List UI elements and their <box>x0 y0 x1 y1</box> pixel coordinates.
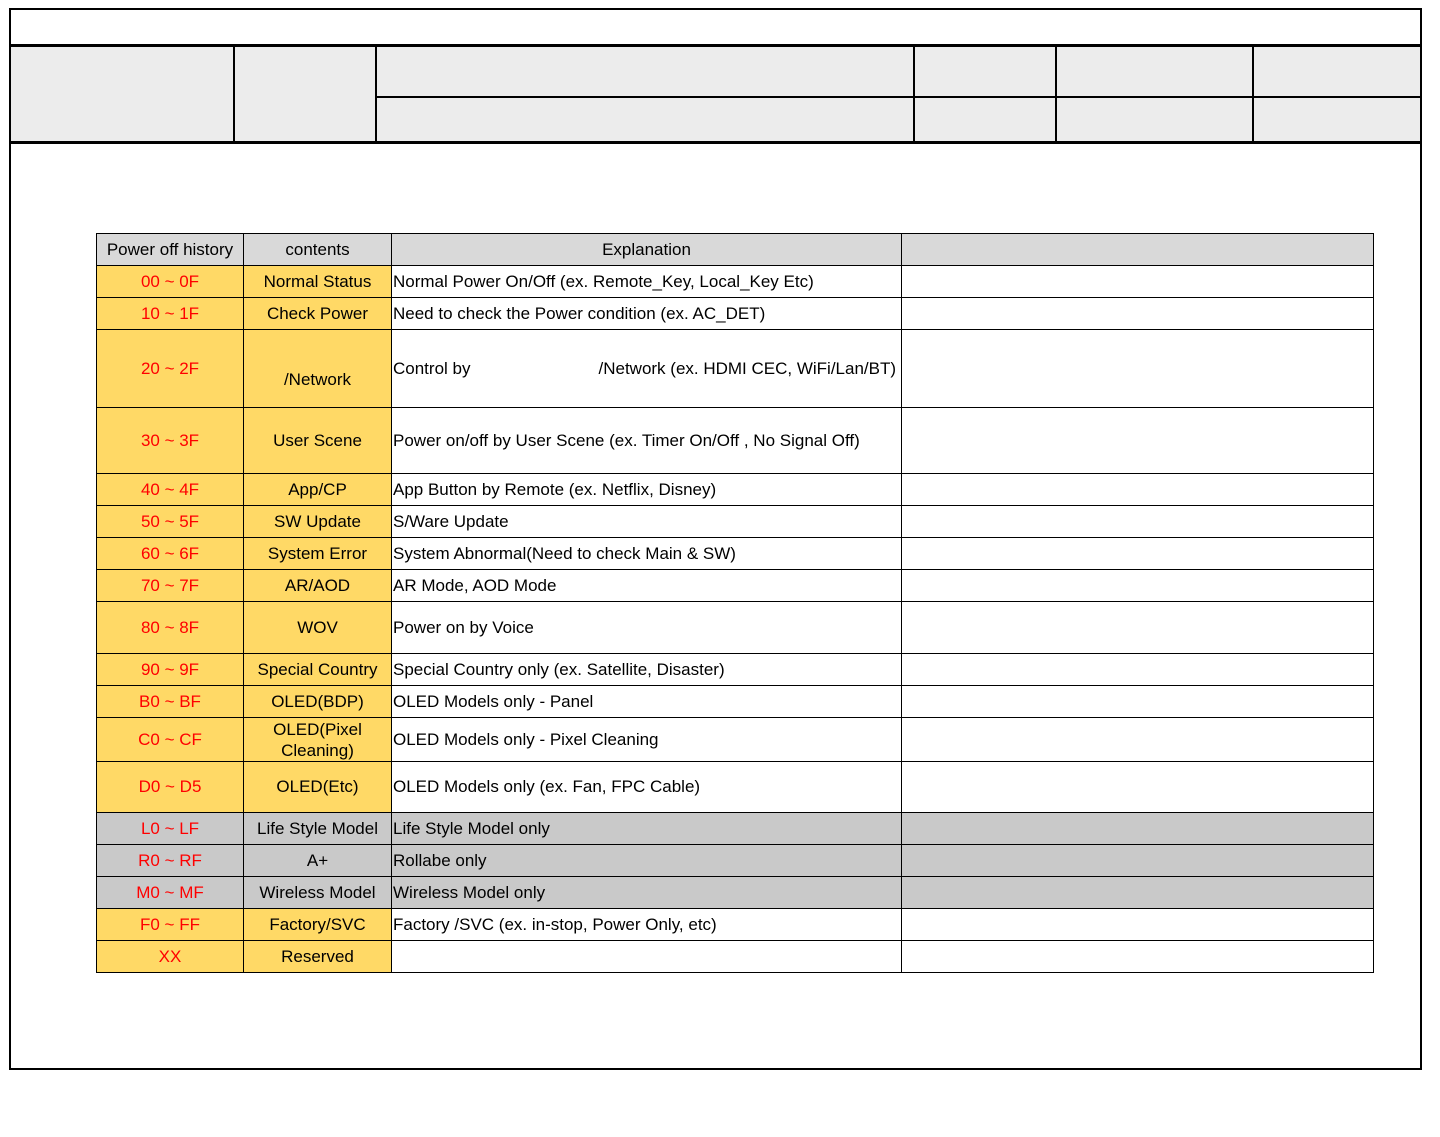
power-off-history-table <box>96 233 1374 973</box>
row-contents: Wireless Model <box>244 877 392 909</box>
row-code: R0 ~ RF <box>97 845 244 877</box>
row-extra <box>902 330 1374 408</box>
row-contents: Normal Status <box>244 266 392 298</box>
table-row <box>97 602 1374 654</box>
table-row <box>97 654 1374 686</box>
row-extra <box>902 570 1374 602</box>
table-row <box>97 845 1374 877</box>
row-explanation: OLED Models only - Panel <box>392 686 902 718</box>
row-code: 20 ~ 2F <box>97 330 244 408</box>
header-extra <box>902 234 1374 266</box>
row-contents: OLED(BDP) <box>244 686 392 718</box>
row-extra <box>902 909 1374 941</box>
table-row <box>97 506 1374 538</box>
table-row <box>97 298 1374 330</box>
row-explanation: Power on/off by User Scene (ex. Timer On/Off , No Signal Off) <box>392 408 902 474</box>
row-explanation-part-a: Control by <box>393 358 471 378</box>
row-contents: Factory/SVC <box>244 909 392 941</box>
row-code: C0 ~ CF <box>97 718 244 762</box>
row-code: 70 ~ 7F <box>97 570 244 602</box>
row-explanation-part-b: /Network (ex. HDMI CEC, WiFi/Lan/BT) <box>598 358 897 378</box>
title-block-divider <box>233 47 235 141</box>
table-row <box>97 474 1374 506</box>
table-header-row <box>97 234 1374 266</box>
row-explanation: Factory /SVC (ex. in-stop, Power Only, etc) <box>392 909 902 941</box>
row-explanation: Rollabe only <box>392 845 902 877</box>
row-code: 50 ~ 5F <box>97 506 244 538</box>
row-explanation: Need to check the Power condition (ex. AC_DET) <box>392 298 902 330</box>
row-extra <box>902 602 1374 654</box>
row-code: B0 ~ BF <box>97 686 244 718</box>
row-contents: Check Power <box>244 298 392 330</box>
row-explanation: Normal Power On/Off (ex. Remote_Key, Local_Key Etc) <box>392 266 902 298</box>
row-contents: OLED(Etc) <box>244 762 392 813</box>
row-contents: SW Update <box>244 506 392 538</box>
row-contents: System Error <box>244 538 392 570</box>
header-power-off-history: Power off history <box>97 234 244 266</box>
header-explanation: Explanation <box>392 234 902 266</box>
row-contents: User Scene <box>244 408 392 474</box>
row-explanation: App Button by Remote (ex. Netflix, Disney) <box>392 474 902 506</box>
table-row <box>97 570 1374 602</box>
row-code: L0 ~ LF <box>97 813 244 845</box>
row-explanation: Life Style Model only <box>392 813 902 845</box>
row-explanation: System Abnormal(Need to check Main & SW) <box>392 538 902 570</box>
title-block-divider <box>375 47 377 141</box>
row-extra <box>902 298 1374 330</box>
row-explanation <box>392 941 902 973</box>
row-extra <box>902 654 1374 686</box>
table-row <box>97 718 1374 762</box>
row-code: 60 ~ 6F <box>97 538 244 570</box>
row-code: 40 ~ 4F <box>97 474 244 506</box>
table-row <box>97 266 1374 298</box>
row-explanation: AR Mode, AOD Mode <box>392 570 902 602</box>
row-code: M0 ~ MF <box>97 877 244 909</box>
row-extra <box>902 877 1374 909</box>
row-contents: /Network <box>283 369 352 389</box>
row-contents: Life Style Model <box>244 813 392 845</box>
table-row <box>97 408 1374 474</box>
table-row <box>97 762 1374 813</box>
row-extra <box>902 686 1374 718</box>
table-row <box>97 813 1374 845</box>
table-row <box>97 538 1374 570</box>
row-contents: AR/AOD <box>244 570 392 602</box>
row-extra <box>902 538 1374 570</box>
row-contents: Reserved <box>244 941 392 973</box>
row-explanation: Wireless Model only <box>392 877 902 909</box>
row-code: XX <box>97 941 244 973</box>
title-block <box>11 44 1420 144</box>
row-explanation: OLED Models only (ex. Fan, FPC Cable) <box>392 762 902 813</box>
table-row <box>97 686 1374 718</box>
row-explanation: OLED Models only - Pixel Cleaning <box>392 718 902 762</box>
row-extra <box>902 718 1374 762</box>
row-explanation: Special Country only (ex. Satellite, Disaster) <box>392 654 902 686</box>
row-code: 80 ~ 8F <box>97 602 244 654</box>
row-code: 10 ~ 1F <box>97 298 244 330</box>
row-contents: A+ <box>244 845 392 877</box>
title-block-row-divider <box>376 96 1420 98</box>
row-code: 90 ~ 9F <box>97 654 244 686</box>
title-block-divider <box>1252 47 1254 141</box>
row-contents: OLED(Pixel Cleaning) <box>244 718 392 762</box>
table-row <box>97 877 1374 909</box>
table-row <box>97 941 1374 973</box>
table-row <box>97 909 1374 941</box>
row-extra <box>902 408 1374 474</box>
header-contents: contents <box>244 234 392 266</box>
title-block-divider <box>1055 47 1057 141</box>
row-explanation: S/Ware Update <box>392 506 902 538</box>
row-explanation-cell <box>392 330 902 408</box>
table-row <box>97 330 1374 408</box>
row-contents-cell <box>244 330 392 408</box>
row-contents: App/CP <box>244 474 392 506</box>
row-extra <box>902 941 1374 973</box>
row-code: 00 ~ 0F <box>97 266 244 298</box>
row-code: 30 ~ 3F <box>97 408 244 474</box>
row-extra <box>902 762 1374 813</box>
row-extra <box>902 506 1374 538</box>
title-block-divider <box>913 47 915 141</box>
row-contents: Special Country <box>244 654 392 686</box>
row-code: D0 ~ D5 <box>97 762 244 813</box>
row-extra <box>902 474 1374 506</box>
row-extra <box>902 813 1374 845</box>
row-contents: WOV <box>244 602 392 654</box>
row-extra <box>902 845 1374 877</box>
row-extra <box>902 266 1374 298</box>
row-code: F0 ~ FF <box>97 909 244 941</box>
row-explanation: Power on by Voice <box>392 602 902 654</box>
